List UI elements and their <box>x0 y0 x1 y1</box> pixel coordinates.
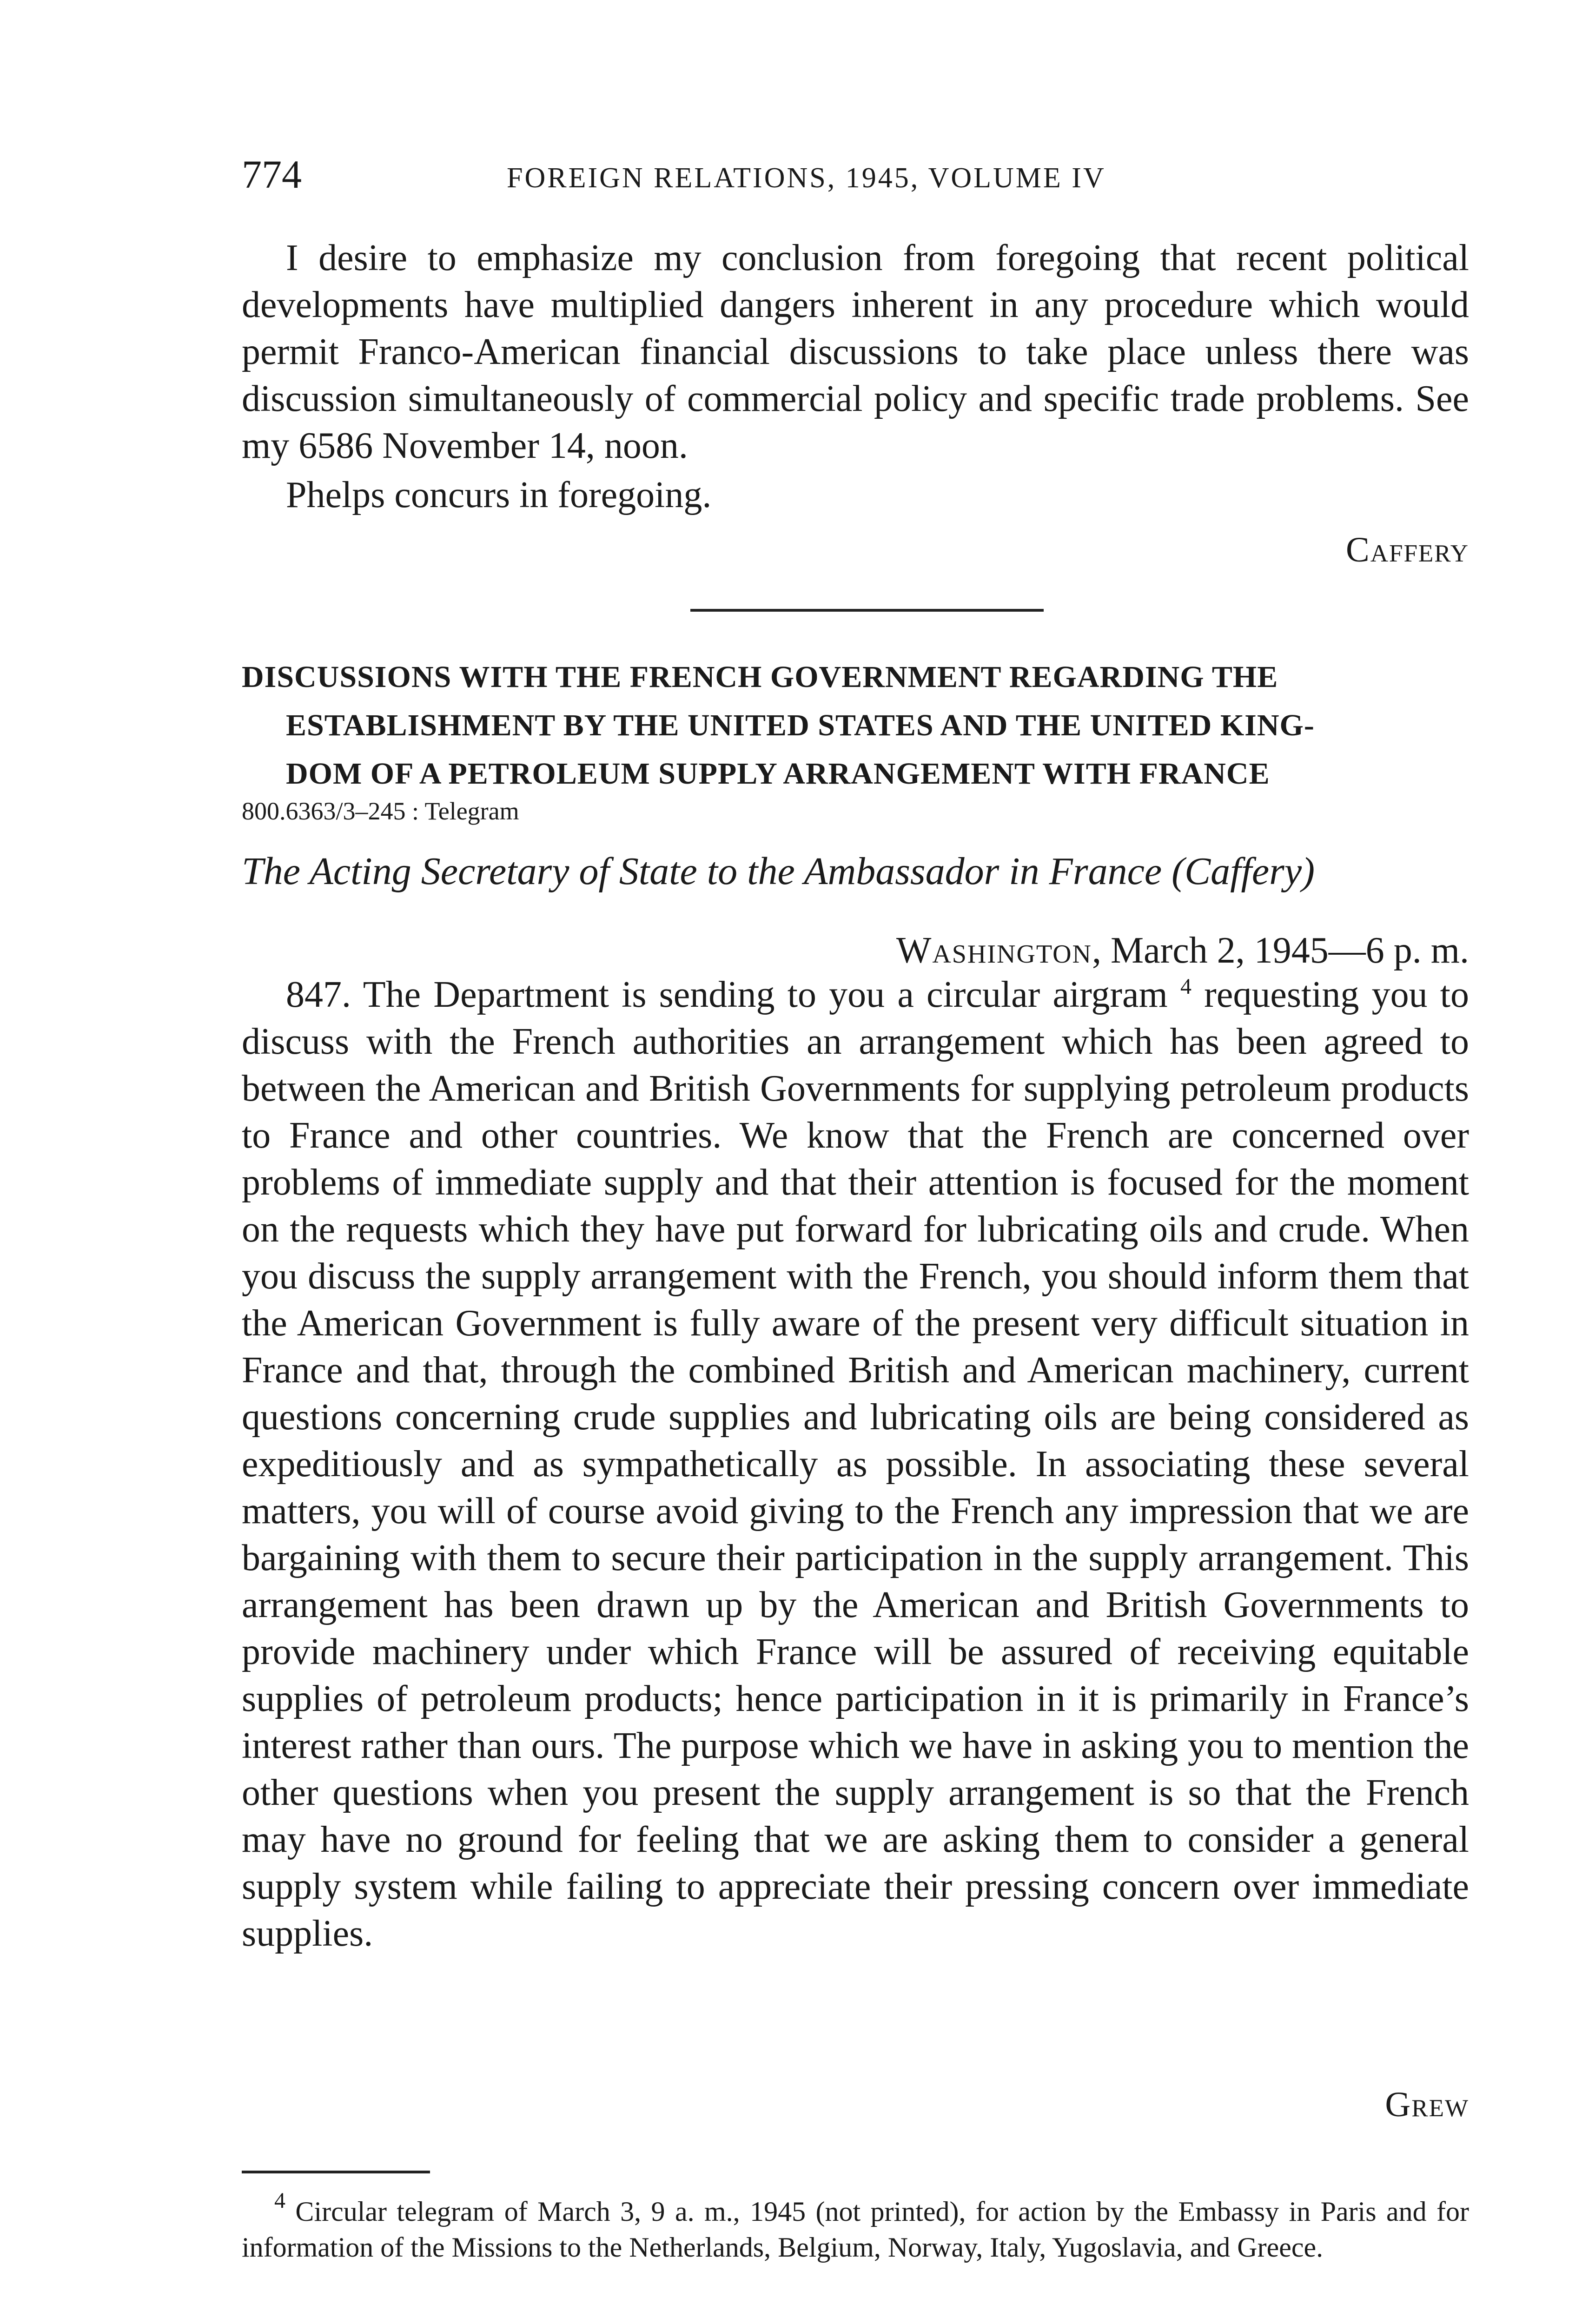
addressee-line: The Acting Secretary of State to the Ambassador in France (Caffery) <box>242 850 1315 893</box>
telegram-body <box>242 971 1469 1957</box>
footnote-marker: 4 <box>274 2188 285 2213</box>
running-title: FOREIGN RELATIONS, 1945, VOLUME IV <box>507 162 1106 194</box>
dateline <box>896 927 1469 974</box>
telegram-body-part-1: 847. The Department is sending to you a circular airgram <box>286 974 1168 1015</box>
dateline-date: , March 2, 1945—6 p. m. <box>1092 930 1469 971</box>
footnote <box>242 2188 1469 2265</box>
footnote-divider <box>242 2171 430 2173</box>
paragraph-phelps: Phelps concurs in foregoing. <box>286 475 712 515</box>
page-number: 774 <box>242 152 302 197</box>
signature-grew: Grew <box>1385 2085 1469 2124</box>
telegram-body-part-2: requesting you to discuss with the French authorities an arrangement which has been agreed to between the American and British Governments for supplying petroleum products to France and other countries. We know that the French are concerned over problems of immediate supply and that their attention is focused for the moment on the requests which they have put forward for lubricating oils and crude. When you discuss the supply arrangement with the French, you should inform them that the American Government is fully aware of the present very difficult situation in France and that, through the combined British and American machinery, current questions concerning crude supplies and lubricating oils are being considered as expeditiously and as sympathetically as possible. In associating these several matters, you will of course avoid giving to the French any impression that we are bargaining with them to secure their participation in the supply arrangement. This arrangement has been drawn up by the American and British Governments to provide machinery under which France will be assured of receiving equitable supplies of petroleum products; hence participation in it is primarily in France’s interest rather than ours. The purpose which we have in asking you to mention the other questions when you present the supply arrangement is so that the French may have no ground for feeling that we are asking them to consider a general supply system while failing to appreciate their pressing concern over immediate supplies. <box>242 974 1469 1954</box>
section-title-line-3: DOM OF A PETROLEUM SUPPLY ARRANGEMENT WITH FRANCE <box>286 757 1270 791</box>
section-divider <box>690 609 1044 612</box>
footnote-text: Circular telegram of March 3, 9 a. m., 1945 (not printed), for action by the Embassy in Paris and for information of the Missions to the Netherlands, Belgium, Norway, Italy, Yugoslavia, and Greece. <box>242 2196 1469 2263</box>
file-reference: 800.6363/3–245 : Telegram <box>242 797 519 825</box>
page-header <box>242 149 1469 200</box>
dateline-place: Washington <box>896 930 1092 971</box>
section-title-line-1: DISCUSSIONS WITH THE FRENCH GOVERNMENT REGARDING THE <box>242 660 1278 694</box>
footnote-reference: 4 <box>1180 974 1191 999</box>
section-title-line-2: ESTABLISHMENT BY THE UNITED STATES AND THE UNITED KING- <box>286 708 1315 742</box>
signature-caffery: Caffery <box>1346 530 1469 569</box>
paragraph-conclusion: I desire to emphasize my conclusion from foregoing that recent political developments have multiplied dangers inherent in any procedure which would permit Franco-American financial discussions to take place unless there was discussion simultaneously of commercial policy and specific trade problems. See my 6586 November 14, noon. <box>242 238 1469 466</box>
section-title <box>242 653 1469 798</box>
